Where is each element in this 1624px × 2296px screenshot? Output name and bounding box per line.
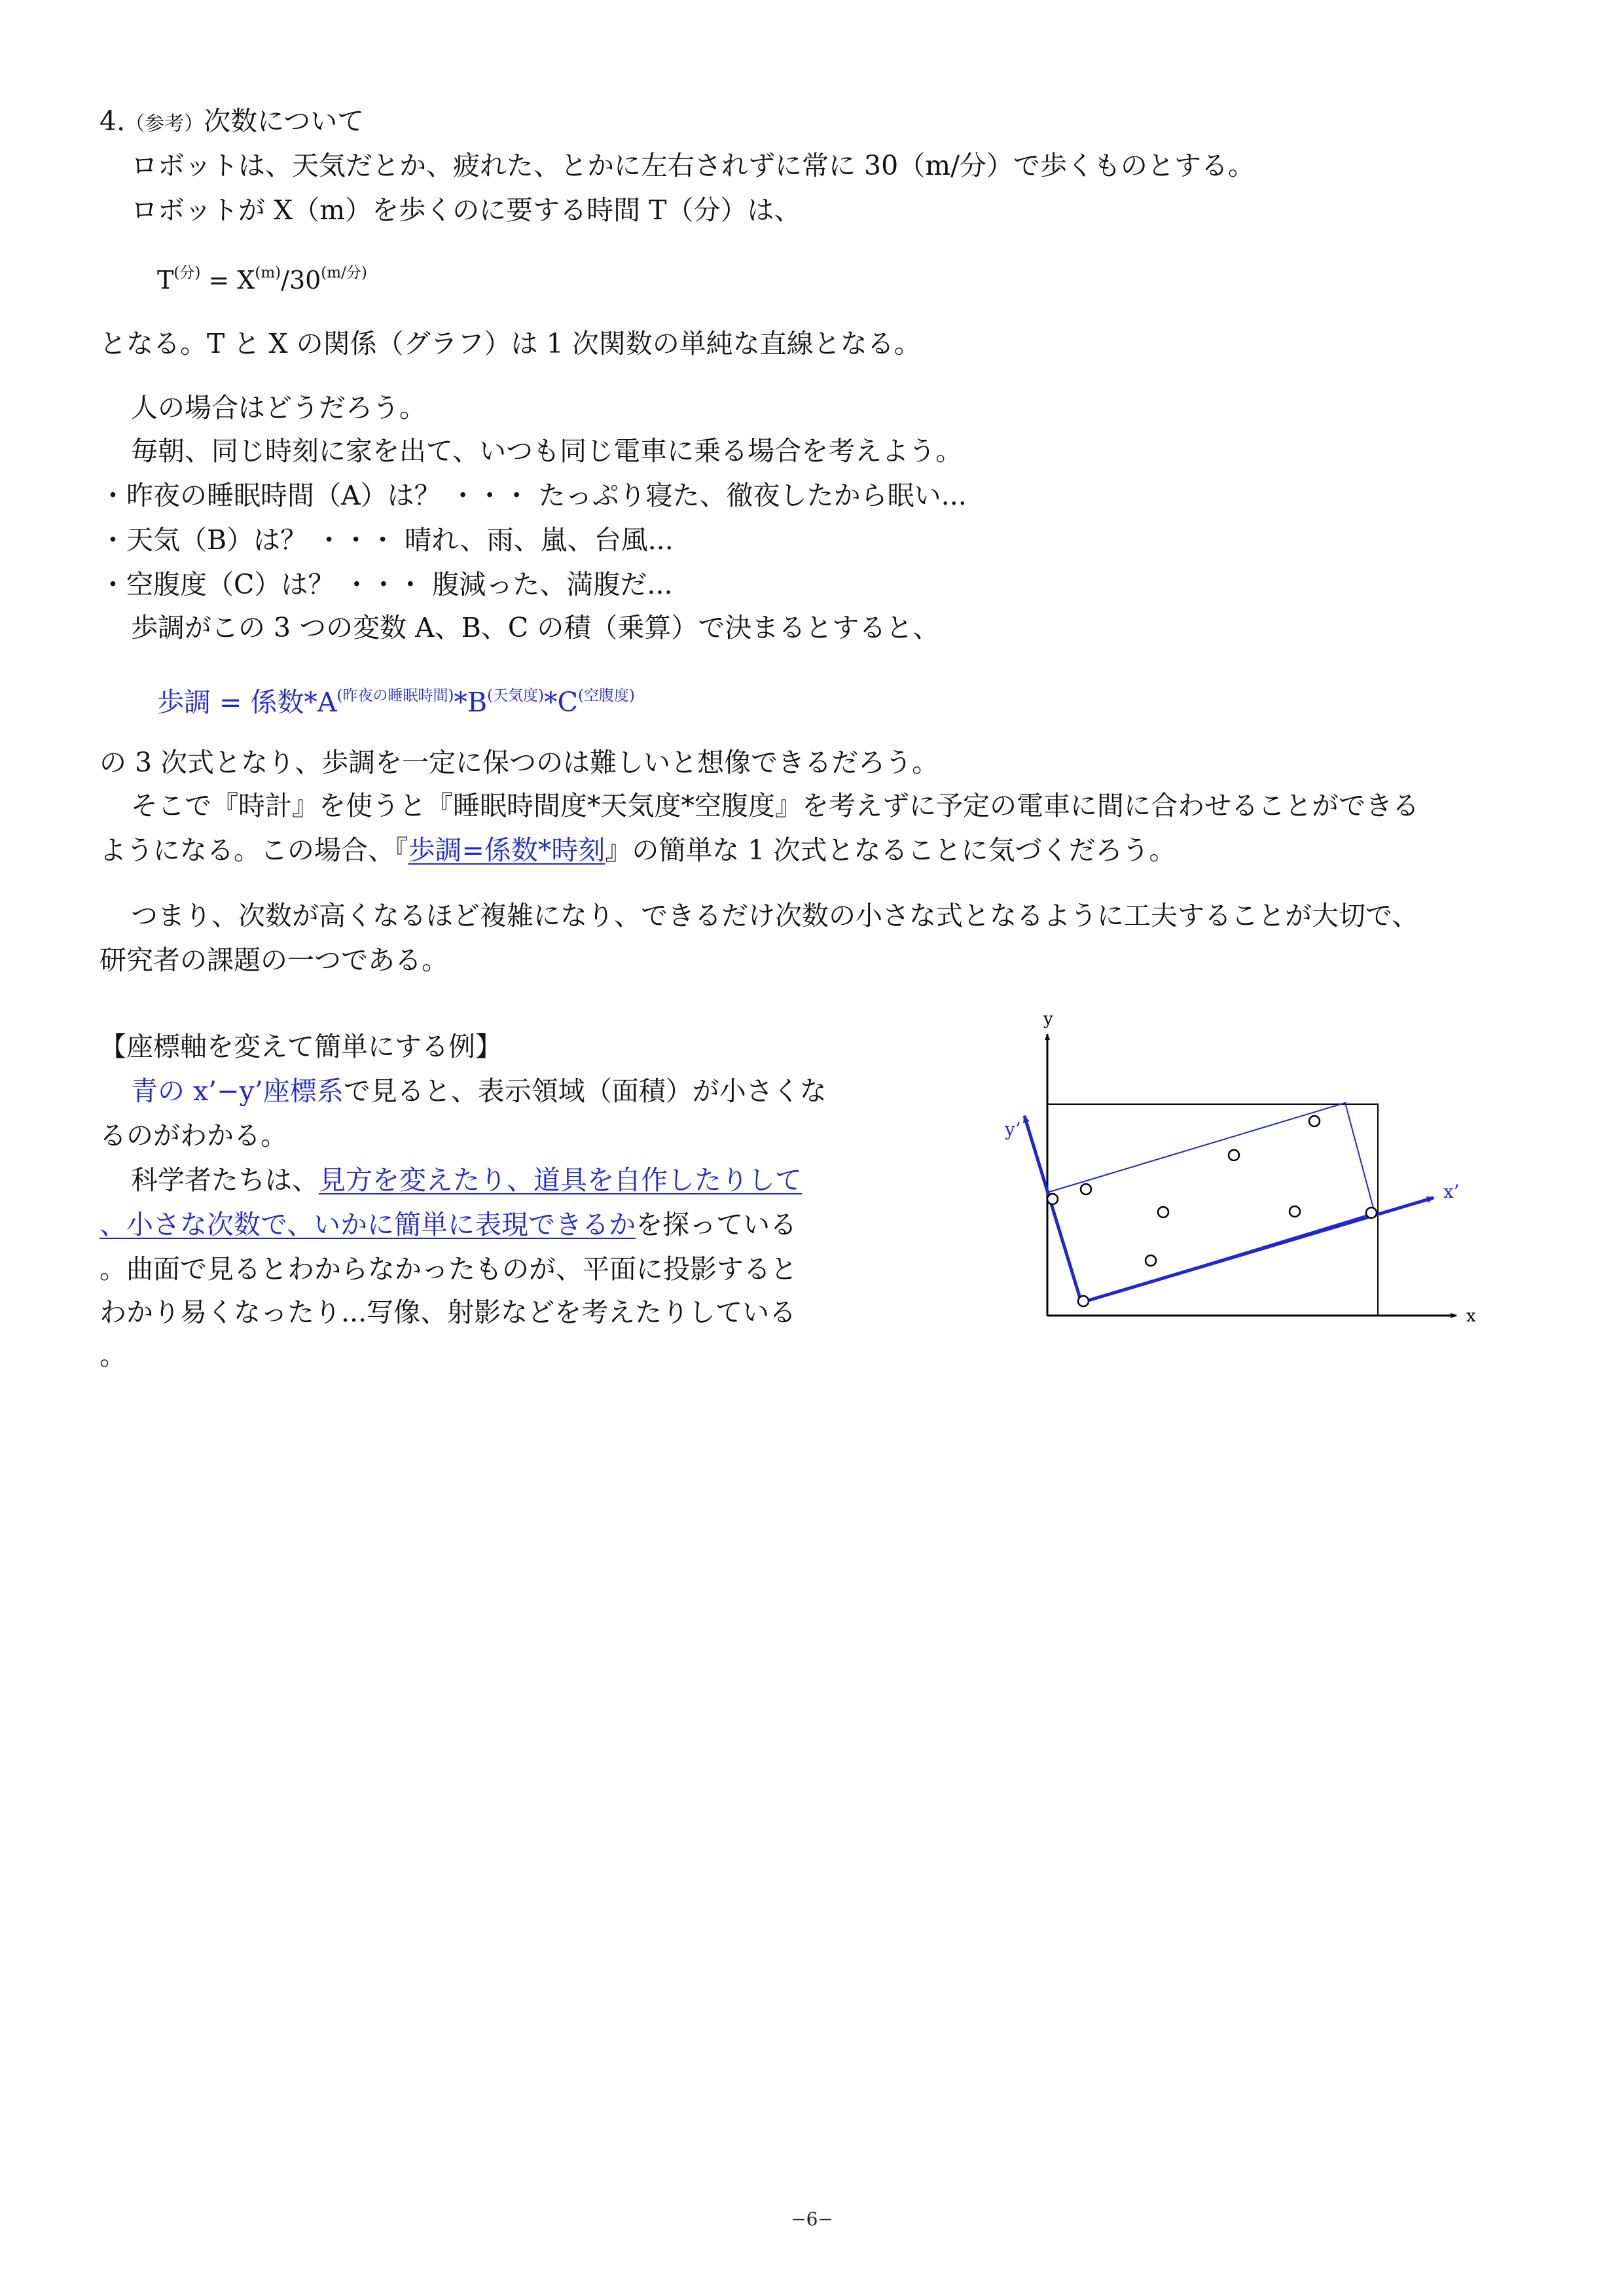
- pace-formula-c-note: (空腹度): [577, 687, 635, 704]
- y-prime-label: y’: [1005, 1119, 1021, 1140]
- section-tag: （参考）: [125, 113, 204, 135]
- rotated-axes-term: 青の x’−y’座標系: [131, 1075, 344, 1107]
- robot-line-1: ロボットは、天気だとか、疲れた、とかに左右されずに常に 30（m/分）で歩くものとする。: [131, 150, 1255, 181]
- example-line-3: [131, 1164, 802, 1196]
- summary-line-1: つまり、次数が高くなるほど複雑になり、できるだけ次数の小さな式となるように工夫することが大切で、: [131, 900, 1419, 931]
- data-point: [1290, 1206, 1300, 1217]
- y-axis-label: y: [1043, 1009, 1053, 1029]
- data-point: [1146, 1255, 1156, 1266]
- bounding-rectangle: [1047, 1104, 1378, 1316]
- data-point: [1366, 1208, 1377, 1218]
- simple-expression-link[interactable]: 、小さな次数で、いかに簡単に表現できるか: [99, 1209, 636, 1240]
- bullet-sleep: ・昨夜の睡眠時間（A）は？ ・・・ たっぷり寝た、徹夜したから眠い...: [99, 480, 967, 511]
- summary-line-2: 研究者の課題の一つである。: [99, 944, 448, 976]
- bullet-weather: ・天気（B）は？ ・・・ 晴れ、雨、嵐、台風...: [99, 524, 674, 556]
- pace-formula-c: *C: [544, 687, 578, 718]
- bullet-hunger: ・空腹度（C）は？ ・・・ 腹減った、満腹だ...: [99, 569, 673, 600]
- data-point: [1078, 1296, 1089, 1306]
- example-heading: 【座標軸を変えて簡単にする例】: [99, 1031, 502, 1062]
- formula-t-unit: (分): [173, 264, 201, 281]
- human-line-6c: 』の簡単な 1 次式となることに気づくだろう。: [605, 834, 1176, 866]
- x-prime-label: x’: [1443, 1181, 1460, 1202]
- rotated-rectangle: [1047, 1103, 1375, 1302]
- human-line-1: 人の場合はどうだろう。: [131, 392, 426, 423]
- example-line-1b: で見ると、表示領域（面積）が小さくな: [343, 1075, 827, 1107]
- time-formula: [157, 257, 367, 296]
- formula-eq: = X: [200, 266, 255, 295]
- example-line-6: わかり易くなったり...写像、射影などを考えたりしている: [99, 1297, 797, 1328]
- formula-div: /30: [281, 266, 321, 295]
- page-number: −6−: [791, 2208, 833, 2230]
- x-prime-axis: [1081, 1198, 1434, 1302]
- section-number: 4.: [99, 105, 126, 137]
- human-line-3: 歩調がこの 3 つの変数 A、B、C の積（乗算）で決まるとすると、: [131, 612, 940, 643]
- formula-rate-unit: (m/分): [321, 264, 367, 281]
- perspective-link[interactable]: 見方を変えたり、道具を自作したりして: [319, 1164, 802, 1196]
- example-line-7: 。: [99, 1340, 126, 1371]
- example-line-2: るのがわかる。: [99, 1120, 287, 1151]
- human-line-4: の 3 次式となり、歩調を一定に保つのは難しいと想像できるだろう。: [99, 747, 939, 778]
- data-point: [1081, 1184, 1091, 1194]
- clock-formula-link[interactable]: 歩調=係数*時刻: [408, 834, 605, 866]
- pace-formula-a-note: (昨夜の睡眠時間): [336, 687, 454, 704]
- coordinate-diagram: [982, 1005, 1492, 1332]
- section-heading: [99, 105, 364, 141]
- pace-formula-b-note: (天気度): [487, 687, 545, 704]
- data-point: [1158, 1207, 1168, 1217]
- pace-formula: [157, 679, 635, 719]
- robot-conclusion: となる。T と X の関係（グラフ）は 1 次関数の単純な直線となる。: [99, 328, 921, 359]
- pace-formula-b: *B: [454, 687, 488, 718]
- human-line-5: そこで『時計』を使うと『睡眠時間度*天気度*空腹度』を考えずに予定の電車に間に合わせることができる: [131, 790, 1419, 821]
- human-line-6a: ようになる。この場合、『: [99, 834, 408, 866]
- formula-t: T: [157, 266, 174, 295]
- example-line-3a: 科学者たちは、: [131, 1164, 319, 1196]
- data-point: [1309, 1116, 1320, 1126]
- y-prime-axis: [1024, 1116, 1081, 1302]
- example-line-1: [131, 1075, 827, 1107]
- data-point: [1047, 1194, 1058, 1204]
- data-point: [1229, 1150, 1239, 1160]
- human-line-6: [99, 834, 1176, 867]
- human-line-2: 毎朝、同じ時刻に家を出て、いつも同じ電車に乗る場合を考えよう。: [131, 435, 963, 467]
- x-axis-label: x: [1466, 1306, 1476, 1326]
- formula-x-unit: (m): [255, 264, 281, 281]
- robot-line-2: ロボットが X（m）を歩くのに要する時間 T（分）は、: [131, 194, 801, 226]
- example-line-5: 。曲面で見るとわからなかったものが、平面に投影すると: [99, 1253, 797, 1285]
- pace-formula-lhs: 歩調 = 係数*A: [157, 687, 337, 718]
- example-line-4b: を探っている: [636, 1209, 797, 1240]
- section-title: 次数について: [204, 105, 365, 137]
- example-line-4: [99, 1208, 797, 1241]
